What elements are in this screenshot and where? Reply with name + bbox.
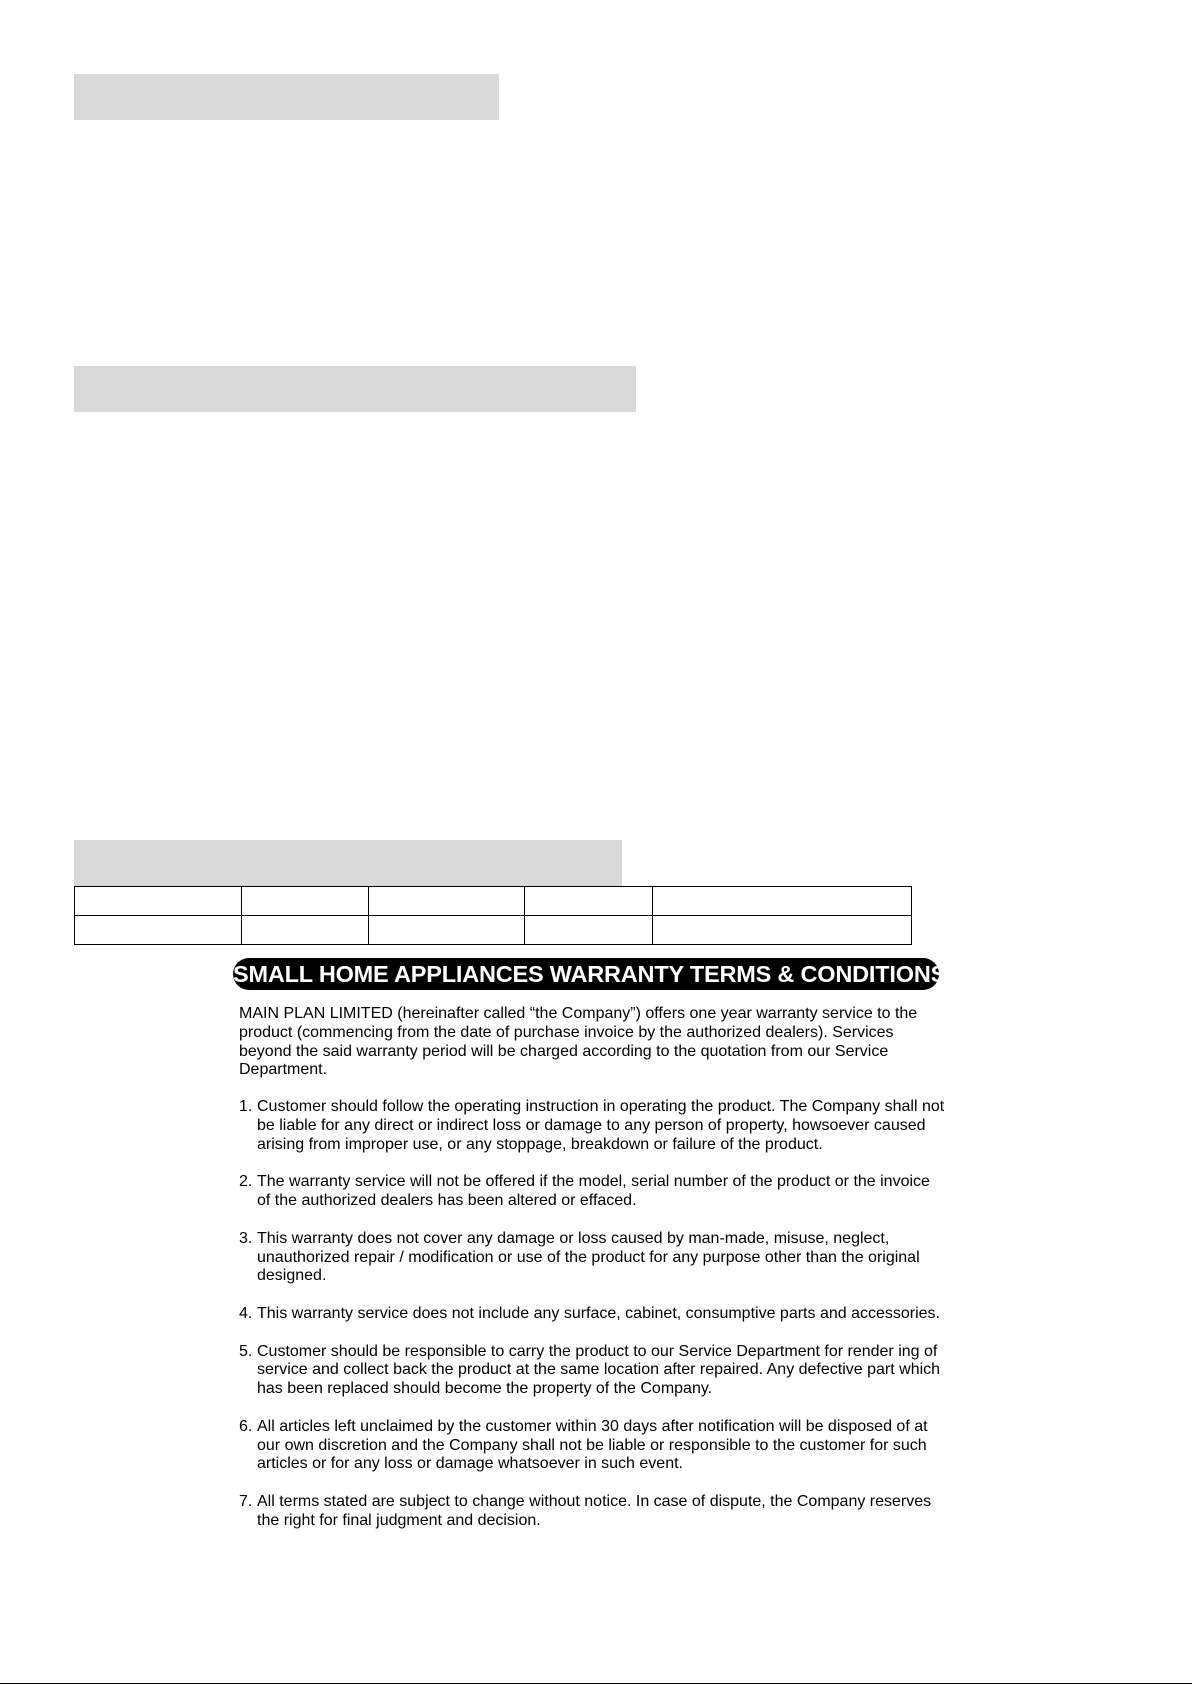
term-number: 5. [239, 1342, 253, 1360]
table-cell[interactable] [369, 916, 525, 945]
table-row [75, 887, 912, 916]
section-header-band-2 [74, 366, 636, 412]
term-number: 7. [239, 1492, 253, 1510]
term-number: 6. [239, 1417, 253, 1435]
warranty-term [239, 1305, 947, 1324]
term-text: Customer should be responsible to carry the product to our Service Department for render ing of service and collect back the product at the same location after repaired. Any defective part which has been replaced should become the property of the Company. [257, 1342, 941, 1398]
table-cell[interactable] [75, 887, 242, 916]
warranty-terms-list [233, 1098, 945, 1530]
term-number: 2. [239, 1173, 253, 1191]
warranty-section [233, 958, 947, 1549]
term-number: 1. [239, 1098, 253, 1116]
warranty-term [239, 1418, 947, 1474]
term-text: This warranty service does not include any surface, cabinet, consumptive parts and accessories. [257, 1304, 940, 1322]
warranty-intro: MAIN PLAN LIMITED (hereinafter called “the Company”) offers one year warranty service to the product (commencing from the date of purchase invoice by the authorized dealers). Services beyond the said warranty period will be charged according to the quotation from our Service Department. [239, 1005, 918, 1079]
warranty-term [239, 1230, 947, 1286]
section-header-band-1 [74, 74, 499, 120]
warranty-title: SMALL HOME APPLIANCES WARRANTY TERMS & CONDITIONS [233, 958, 939, 990]
warranty-term [239, 1343, 947, 1399]
term-text: All articles left unclaimed by the customer within 30 days after notification will be disposed of at our own discretion and the Company shall not be liable or responsible to the customer for such articles or for any loss or damage whatsoever in such event. [257, 1417, 928, 1473]
term-number: 3. [239, 1229, 253, 1247]
warranty-term [239, 1098, 947, 1154]
table-cell[interactable] [525, 916, 653, 945]
table-cell[interactable] [369, 887, 525, 916]
table-cell[interactable] [75, 916, 242, 945]
page-bottom-rule [0, 1683, 1192, 1684]
warranty-info-table [74, 886, 912, 945]
table-cell[interactable] [525, 887, 653, 916]
table-row [75, 916, 912, 945]
term-text: This warranty does not cover any damage or loss caused by man-made, misuse, neglect, unauthorized repair / modification or use of the product for any purpose other than the original designed. [257, 1229, 920, 1285]
table-cell[interactable] [242, 916, 369, 945]
term-number: 4. [239, 1304, 253, 1322]
table-cell[interactable] [653, 887, 912, 916]
table-cell[interactable] [242, 887, 369, 916]
term-text: All terms stated are subject to change without notice. In case of dispute, the Company reserves the right for final judgment and decision. [257, 1492, 932, 1529]
table-cell[interactable] [653, 916, 912, 945]
term-text: The warranty service will not be offered if the model, serial number of the product or the invoice of the authorized dealers has been altered or effaced. [257, 1173, 930, 1210]
warranty-term [239, 1493, 947, 1531]
warranty-term [239, 1173, 947, 1211]
term-text: Customer should follow the operating instruction in operating the product. The Company shall not be liable for any direct or indirect loss or damage to any person of property, howsoever caused arising from improper use, or any stoppage, breakdown or failure of the product. [257, 1098, 945, 1153]
section-header-band-3 [74, 840, 622, 886]
